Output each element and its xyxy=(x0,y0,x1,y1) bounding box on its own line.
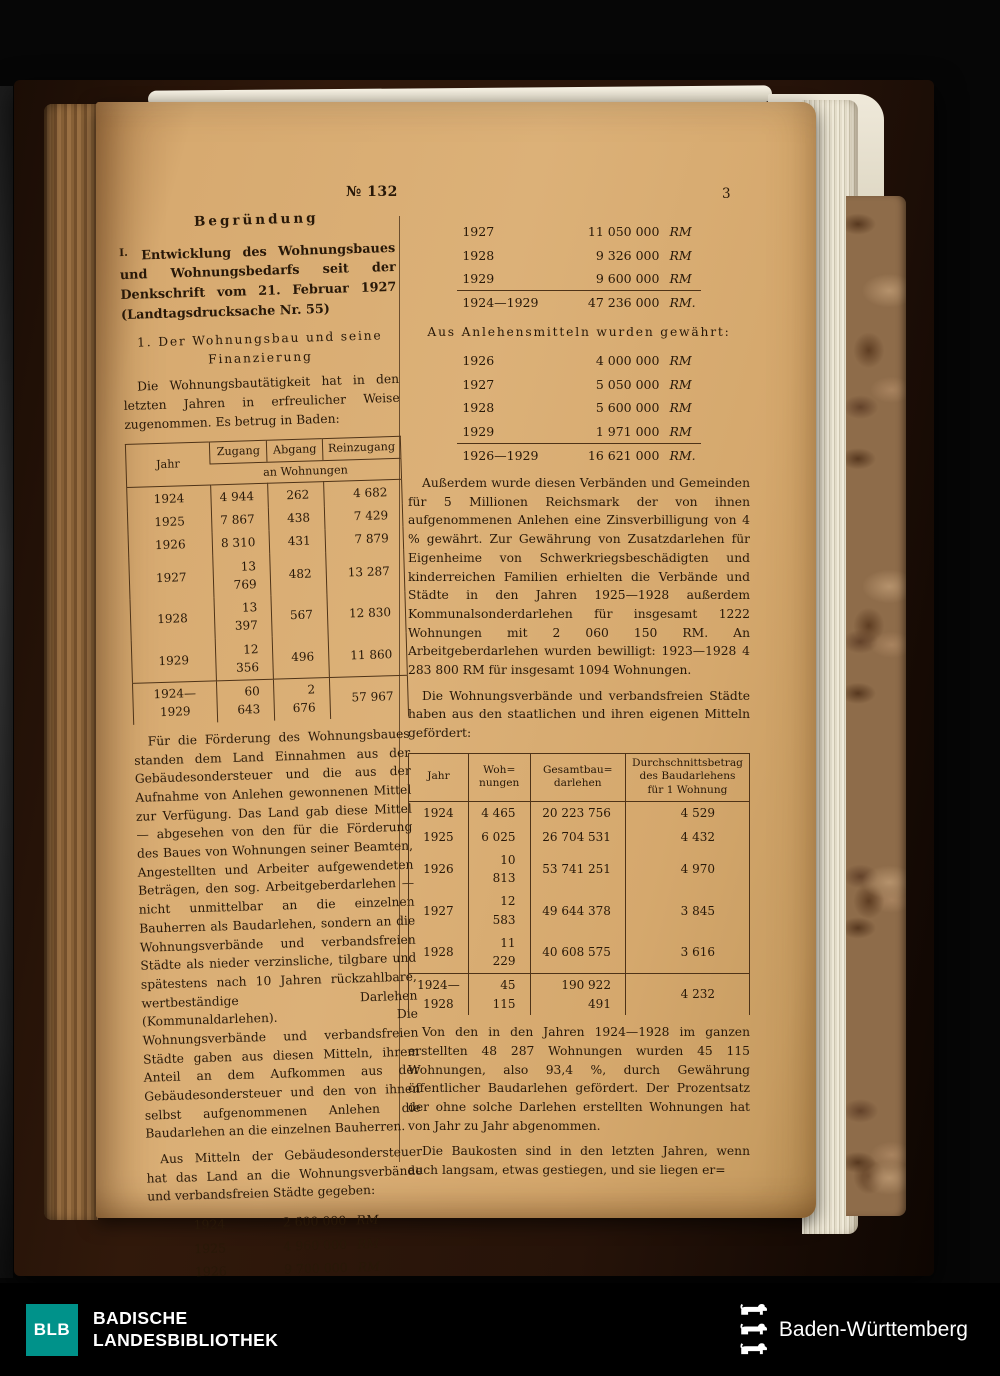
table-row xyxy=(457,220,700,243)
table-row xyxy=(457,291,700,315)
table-cell: 4 432 xyxy=(625,825,749,848)
table-cell: 1926 xyxy=(462,353,495,369)
table-cell: 1924 xyxy=(193,1216,226,1233)
tax-amounts-continued-list xyxy=(457,220,700,315)
table-cell: 1924—1928 xyxy=(409,973,469,1015)
table-row xyxy=(457,243,700,266)
table-cell: 1928 xyxy=(423,945,454,959)
table-cell: 57 967 xyxy=(329,675,408,719)
left-column xyxy=(118,206,426,1291)
page-sheet xyxy=(96,102,816,1280)
table-cell: 1924 xyxy=(423,806,454,821)
table-cell: RM. xyxy=(664,291,700,315)
table-cell: 4 000 000 xyxy=(595,353,660,369)
table-row xyxy=(457,443,700,467)
tax-amounts-list xyxy=(188,1208,385,1284)
subsidy-paragraph: Außerdem wurde diesen Verbänden und Gemeinden für 5 Millionen Reichsmark der von ihnen aufgenommenen Anlehen eine Zinsverbilligung von 4 % gewährt. Zur Gewährung von Zusatzdarlehen für Eigenheime von Schwerkriegsbeschädigten und kinderreichen Familien erhielten die Verbände und Städte in den Jahren 1925—1928 außerdem Kommunalsonderdarlehen für insgesamt 1222 Wohnungen mit 2 060 150 RM. An Arbeitgeberdarlehen wurden bewilligt: 1923—1928 4 283 800 RM für insgesamt 1094 Wohnungen. xyxy=(408,476,750,677)
table-cell: RM xyxy=(669,423,692,439)
column-header: Jahr xyxy=(125,442,210,488)
table-cell: 13 287 xyxy=(326,550,405,594)
table-row xyxy=(409,890,750,931)
book-board-edge xyxy=(0,86,13,1278)
table-cell: RM xyxy=(669,247,692,263)
coat-of-arms-icon xyxy=(739,1302,769,1358)
table-cell: 4 232 xyxy=(625,973,749,1015)
table-cell: 9 600 000 xyxy=(595,270,660,286)
footer-right xyxy=(739,1302,968,1358)
table-cell: 60 643 xyxy=(216,679,275,723)
table-row xyxy=(409,825,750,848)
table-cell: 47 236 000 xyxy=(566,291,664,315)
intro-paragraph: Die Wohnungsbautätigkeit hat in den letzten Jahren in erfreulicher Weise zugenommen. Es betrug in Baden: xyxy=(123,372,400,432)
loan-heading: Aus Anlehensmitteln wurden gewährt: xyxy=(427,324,731,339)
chapter-title: Entwicklung des Wohnungsbaues und Wohnungsbedarfs seit der Denkschrift vom 21. Februar 1927 (Landtagsdrucksache Nr. 55) xyxy=(119,240,397,324)
table-cell: RM xyxy=(669,353,692,369)
chapter-heading xyxy=(119,236,397,325)
table-cell: RM xyxy=(669,376,692,392)
table-cell: 438 xyxy=(269,506,325,531)
tax-amounts-continued-rows xyxy=(457,220,700,291)
table-row xyxy=(409,848,750,889)
table-cell: 12 583 xyxy=(468,890,530,931)
table-cell: 20 223 756 xyxy=(530,801,625,825)
table-cell: 4 960 000 xyxy=(283,1236,348,1254)
table-cell: 1927 xyxy=(423,903,454,918)
housing-table xyxy=(125,436,409,725)
loan-amounts-rows xyxy=(457,349,700,443)
subsection-title: 1. Der Wohnungsbau und seine Finanzierung xyxy=(136,328,383,366)
table-cell: 1924 xyxy=(153,491,185,507)
loan-amounts-total xyxy=(457,443,700,467)
column-header: Zugang xyxy=(209,441,267,464)
table-cell: 12 830 xyxy=(327,591,406,635)
table-cell: 49 644 378 xyxy=(530,890,625,931)
marbled-endpaper xyxy=(846,196,906,1216)
table-cell: 13 769 xyxy=(213,554,272,597)
table-cell: 2 600 000 xyxy=(282,1213,347,1230)
housing-table-total xyxy=(132,675,408,725)
table-cell: 1926 xyxy=(154,537,186,553)
table-cell: 1929 xyxy=(462,270,495,286)
table-cell: 1927 xyxy=(462,224,495,240)
table-cell: 4 529 xyxy=(625,801,749,825)
table-cell: 9 700 000 xyxy=(283,1259,348,1277)
housing-table-body xyxy=(127,480,408,683)
table-cell: 7 429 xyxy=(324,503,403,529)
table-cell: 10 813 xyxy=(468,848,530,889)
tax-amounts-rows xyxy=(188,1208,385,1284)
table-cell: 3 845 xyxy=(625,890,749,931)
table-cell: 45 115 xyxy=(468,973,530,1015)
sub-header: an Wohnungen xyxy=(210,458,402,485)
table-cell: RM xyxy=(669,224,692,240)
table-cell: RM. xyxy=(664,443,700,467)
funding-paragraph: Für die Förderung des Wohnungsbaues standen dem Land Einnahmen aus der Gebäudesondersteuer und die aus der Aufnahme von Anlehen gewonnenen Mittel zur Verfügung. Das Land gab diese Mittel — abgesehen von den für die Förderung des Baues von Wohnungen seiner Beamten, Angestellten und Arbeiter aufgewendeten Beträgen, den sog. Arbeitgeberdarlehen — nicht unmittelbar an die einzelnen Bauherren als Baudarlehen, sondern an die Wohnungsverbände und verbandsfreien Städte als nieder verzinsliche, tilgbare und spätestens nach 10 Jahren rückzahlbare, wertbeständige Darlehen (Kommunaldarlehen). Die Wohnungsverbände und verbandsfreien Städte gaben aus diesen Mitteln, ihrem Anteil an dem Aufkommen aus der Gebäudesondersteuer und den von ihnen selbst aufgenommenen Anlehen die Baudarlehen an die einzelnen Bauherren. xyxy=(134,726,421,1142)
table-cell: 7 879 xyxy=(325,527,404,553)
table-cell: 1926 xyxy=(423,862,454,877)
column-header: Durchschnittsbetrag des Baudarlehens für 1 Wohnung xyxy=(625,753,749,801)
loans-table-total xyxy=(409,973,750,1015)
table-cell: 6 025 xyxy=(468,825,530,848)
table-row xyxy=(457,349,700,372)
table-cell: 482 xyxy=(270,552,327,595)
table-cell: 26 704 531 xyxy=(530,825,625,848)
table-cell: 5 050 000 xyxy=(595,376,660,392)
table-cell: 1 971 000 xyxy=(595,423,660,439)
table-cell: 1926 xyxy=(194,1263,227,1280)
table-cell: 262 xyxy=(268,482,324,507)
issue-number: № 132 xyxy=(346,184,398,200)
table-cell: 4 944 xyxy=(211,484,269,509)
section-title: Begründung xyxy=(193,210,319,230)
table-cell: 11 860 xyxy=(328,633,407,677)
footer-bar xyxy=(0,1283,1000,1376)
table-row xyxy=(409,931,750,973)
table-cell: 1925 xyxy=(423,829,454,844)
right-column xyxy=(408,212,750,1180)
table-cell: RM xyxy=(356,1235,380,1252)
table-row xyxy=(457,419,700,443)
table-cell: 1926—1929 xyxy=(457,443,566,467)
summary-paragraph: Von den in den Jahren 1924—1928 im ganzen erstellten 48 287 Wohnungen wurden 45 115 Wohnungen, also 93,4 %, durch Gewährung öffentlicher Baudarlehen gefördert. Der Prozentsatz der ohne solche Darlehen erstellten Wohnungen hat von Jahr zu Jahr abgenommen. xyxy=(408,1025,750,1133)
column-header: Jahr xyxy=(409,753,469,801)
table-cell: RM xyxy=(357,1258,381,1275)
table-row xyxy=(457,373,700,396)
column-header: Woh= nungen xyxy=(468,753,530,801)
region-label: Baden-Württemberg xyxy=(778,1317,968,1341)
library-name xyxy=(93,1308,278,1352)
table-cell: 53 741 251 xyxy=(530,848,625,889)
loans-table xyxy=(408,753,750,1016)
table-cell: RM xyxy=(669,270,692,286)
table-cell: 13 397 xyxy=(214,595,273,638)
loans-table-body xyxy=(409,801,750,973)
table-cell: 4 970 xyxy=(625,848,749,889)
page-number: 3 xyxy=(722,186,731,202)
table-cell: 1929 xyxy=(158,652,190,668)
table-row xyxy=(457,396,700,419)
table-cell: 1924—1929 xyxy=(132,680,217,724)
table-cell: 4 465 xyxy=(468,801,530,825)
table-cell: 496 xyxy=(273,635,330,679)
table-row xyxy=(409,801,750,825)
loan-amounts-list xyxy=(457,349,700,467)
table-cell: 1928 xyxy=(462,400,495,416)
table-cell: 1929 xyxy=(462,423,495,439)
table-cell: 1925 xyxy=(194,1240,227,1257)
table-cell: 8 310 xyxy=(212,531,270,556)
table-cell: 2 676 xyxy=(274,677,331,721)
table-cell: 9 326 000 xyxy=(595,247,660,263)
table-cell: 1928 xyxy=(157,611,188,627)
column-header: Abgang xyxy=(267,439,323,462)
table-cell: 5 600 000 xyxy=(595,400,660,416)
table-cell: 11 229 xyxy=(468,931,530,973)
table-cell: 1928 xyxy=(462,247,495,263)
table-cell: RM xyxy=(356,1212,379,1228)
promotion-paragraph: Die Wohnungsverbände und verbandsfreien Städte haben aus den staatlichen und ihren eigenen Mitteln gefördert: xyxy=(408,688,750,740)
table-cell: 11 050 000 xyxy=(587,224,660,240)
table-cell: RM xyxy=(669,400,692,416)
column-header: Reinzugang xyxy=(322,437,401,461)
table-cell: 1927 xyxy=(155,569,187,585)
blb-logo: BLB xyxy=(26,1304,78,1356)
chapter-marker: I. xyxy=(119,246,128,259)
table-row xyxy=(190,1255,386,1284)
column-header: Gesamtbau= darlehen xyxy=(530,753,625,801)
loans-table-header xyxy=(409,753,750,801)
table-cell: 431 xyxy=(270,529,326,554)
table-cell: 16 621 000 xyxy=(566,443,664,467)
table-row xyxy=(409,973,750,1015)
tax-amounts-continued-total xyxy=(457,291,700,315)
library-name-line1: BADISCHE xyxy=(93,1307,188,1328)
costs-paragraph: Die Baukosten sind in den letzten Jahren, wenn auch langsam, etwas gestiegen, und sie liegen er= xyxy=(408,1144,750,1178)
table-cell: 3 616 xyxy=(625,931,749,973)
tax-paragraph: Aus Mitteln der Gebäudesondersteuer hat das Land an die Wohnungsverbände und verbandsfreien Städte gegeben: xyxy=(146,1144,423,1205)
table-cell: 4 682 xyxy=(323,480,402,506)
table-cell: 1925 xyxy=(154,514,186,530)
library-name-line2: LANDESBIBLIOTHEK xyxy=(93,1329,279,1350)
table-cell: 567 xyxy=(271,594,328,637)
table-cell: 40 608 575 xyxy=(530,931,625,973)
table-cell: 12 356 xyxy=(215,637,274,681)
table-row xyxy=(457,267,700,291)
table-cell: 1927 xyxy=(462,376,495,392)
previous-page-edges xyxy=(44,104,98,1220)
table-row xyxy=(132,675,408,725)
table-cell: 1924—1929 xyxy=(457,291,566,315)
table-cell: 190 922 491 xyxy=(530,973,625,1015)
table-cell: 7 867 xyxy=(211,507,269,532)
